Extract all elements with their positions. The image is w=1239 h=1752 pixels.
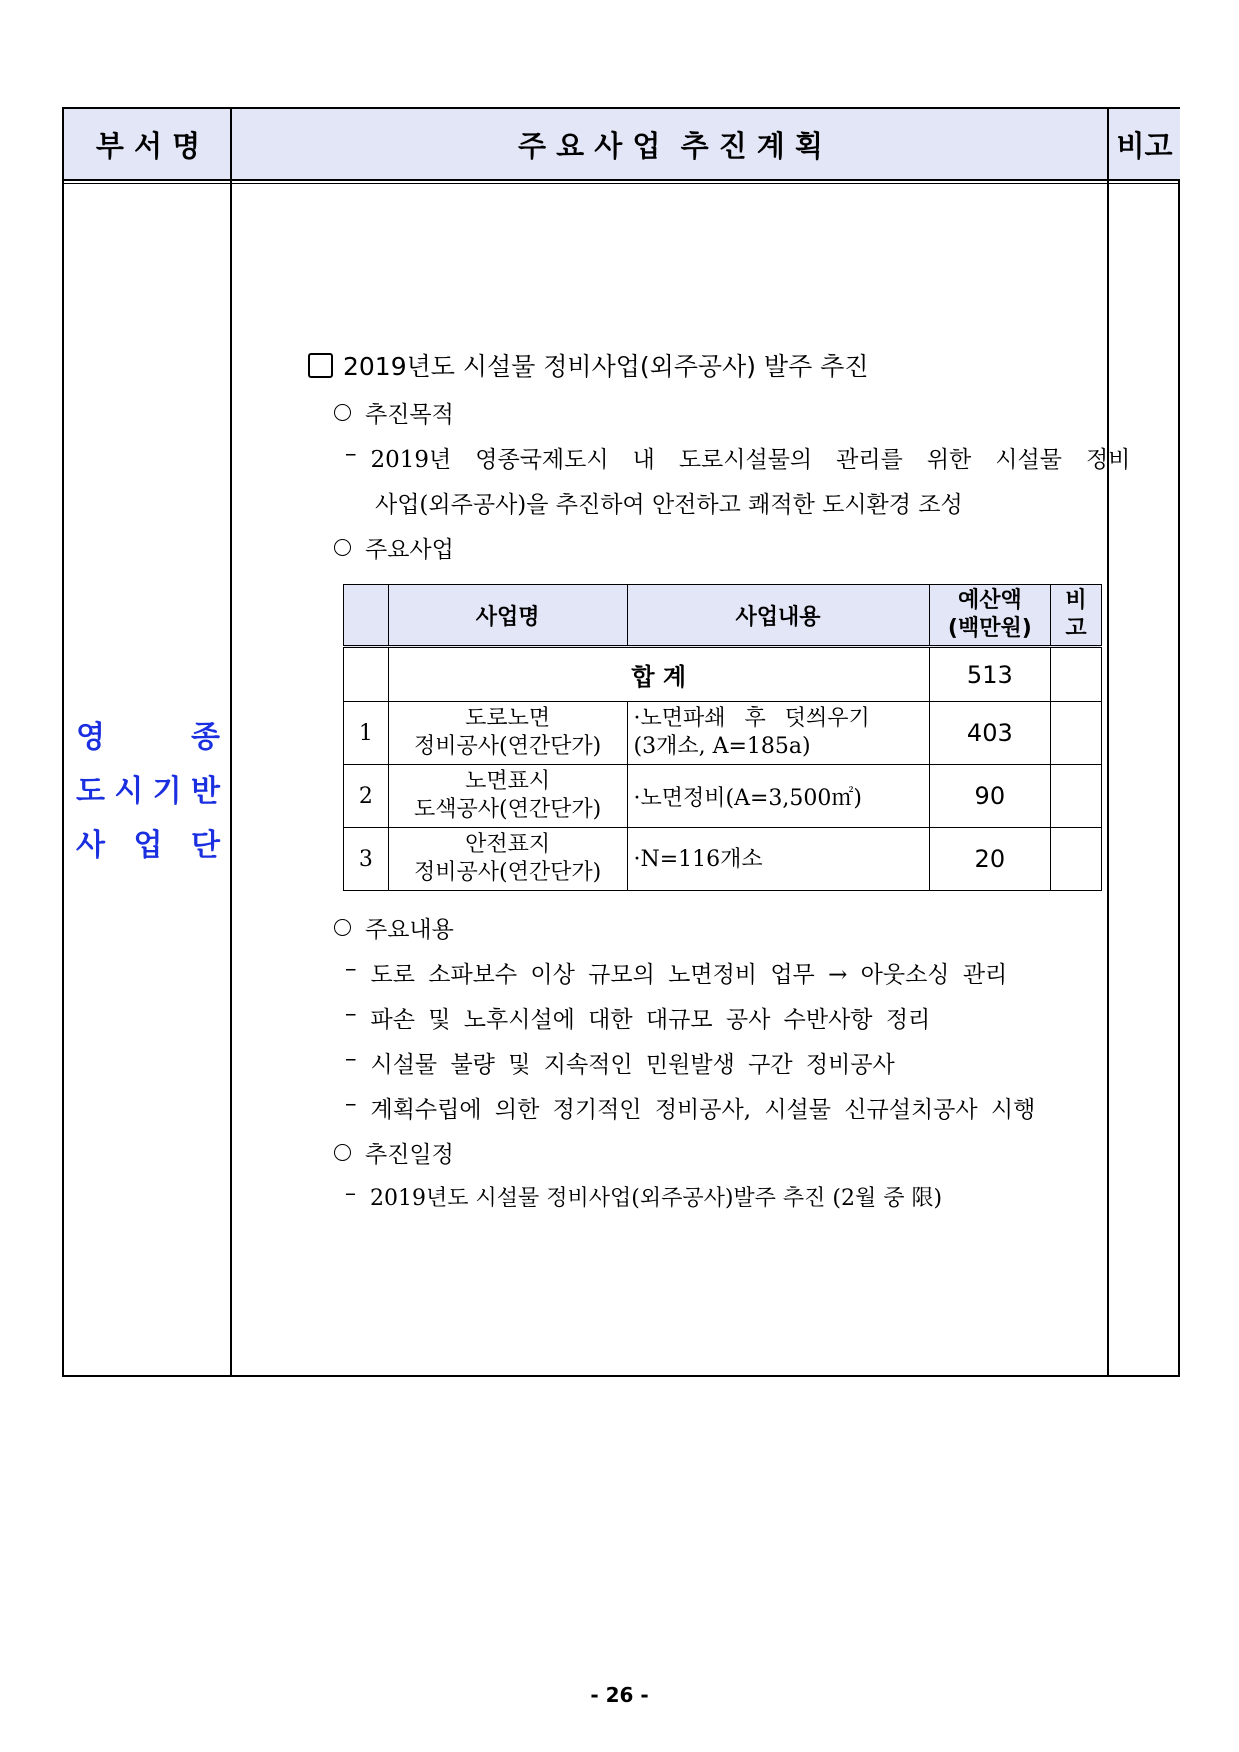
row-name: 안전표지 정비공사(연간단가)	[388, 828, 627, 891]
details-item: – 계획수립에 의한 정기적인 정비공사, 시설물 신규설치공사 시행	[345, 1091, 1036, 1123]
circle-bullet-icon	[334, 404, 351, 421]
row-number: 3	[344, 828, 389, 891]
department-name-line3: 사 업 단	[76, 828, 220, 863]
main-business-heading: 주요사업	[334, 531, 454, 564]
table-header-budget: 예산액 (백만원)	[929, 585, 1051, 647]
schedule-heading: 추진일정	[334, 1136, 454, 1169]
plan-table-frame	[62, 107, 1180, 1377]
table-row	[344, 702, 1102, 765]
row-content: ·N=116개소	[627, 828, 929, 891]
table-header-note: 비 고	[1051, 585, 1102, 647]
department-name-line2: 도 시 기 반	[76, 774, 220, 809]
details-item: – 파손 및 노후시설에 대한 대규모 공사 수반사항 정리	[345, 1001, 931, 1033]
column-divider-right	[1107, 109, 1109, 1375]
purpose-line1: – 2019년 영종국제도시 내 도로시설물의 관리를 위한 시설물 정비	[345, 441, 1131, 473]
details-item: – 시설물 불량 및 지속적인 민원발생 구간 정비공사	[345, 1046, 895, 1078]
business-table	[343, 584, 1102, 891]
department-name-line1: 영 종	[76, 720, 220, 755]
table-header-content: 사업내용	[627, 585, 929, 647]
table-header-row	[344, 585, 1102, 647]
table-row	[344, 765, 1102, 828]
purpose-line2: 사업(외주공사)을 추진하여 안전하고 쾌적한 도시환경 조성	[375, 492, 963, 518]
circle-bullet-icon	[334, 1144, 351, 1161]
row-number: 1	[344, 702, 389, 765]
circle-bullet-icon	[334, 539, 351, 556]
row-budget: 20	[929, 828, 1051, 891]
page-number: - 26 -	[590, 1683, 649, 1707]
header-main-plan: 주 요 사 업 추 진 계 획	[232, 109, 1109, 179]
header-note: 비고	[1109, 109, 1180, 179]
header-department: 부 서 명	[64, 109, 232, 179]
row-content: ·노면파쇄 후 덧씌우기 (3개소, A=185a)	[627, 702, 929, 765]
total-label: 합 계	[388, 647, 929, 702]
row-budget: 90	[929, 765, 1051, 828]
row-content: ·노면정비(A=3,500㎡)	[627, 765, 929, 828]
purpose-heading: 추진목적	[334, 396, 454, 429]
row-number: 2	[344, 765, 389, 828]
checkbox-icon	[308, 353, 333, 378]
table-header-no	[344, 585, 389, 647]
table-row	[344, 828, 1102, 891]
circle-bullet-icon	[334, 919, 351, 936]
table-header-name: 사업명	[388, 585, 627, 647]
table-row-total	[344, 647, 1102, 702]
section-title: 2019년도 시설물 정비사업(외주공사) 발주 추진	[308, 347, 868, 383]
details-item: – 도로 소파보수 이상 규모의 노면정비 업무 → 아웃소싱 관리	[345, 956, 1008, 988]
total-value: 513	[929, 647, 1051, 702]
row-name: 도로노면 정비공사(연간단가)	[388, 702, 627, 765]
details-heading: 주요내용	[334, 911, 454, 944]
row-name: 노면표시 도색공사(연간단가)	[388, 765, 627, 828]
schedule-item: – 2019년도 시설물 정비사업(외주공사)발주 추진 (2월 중 限)	[345, 1181, 943, 1211]
row-budget: 403	[929, 702, 1051, 765]
department-name	[64, 707, 232, 869]
